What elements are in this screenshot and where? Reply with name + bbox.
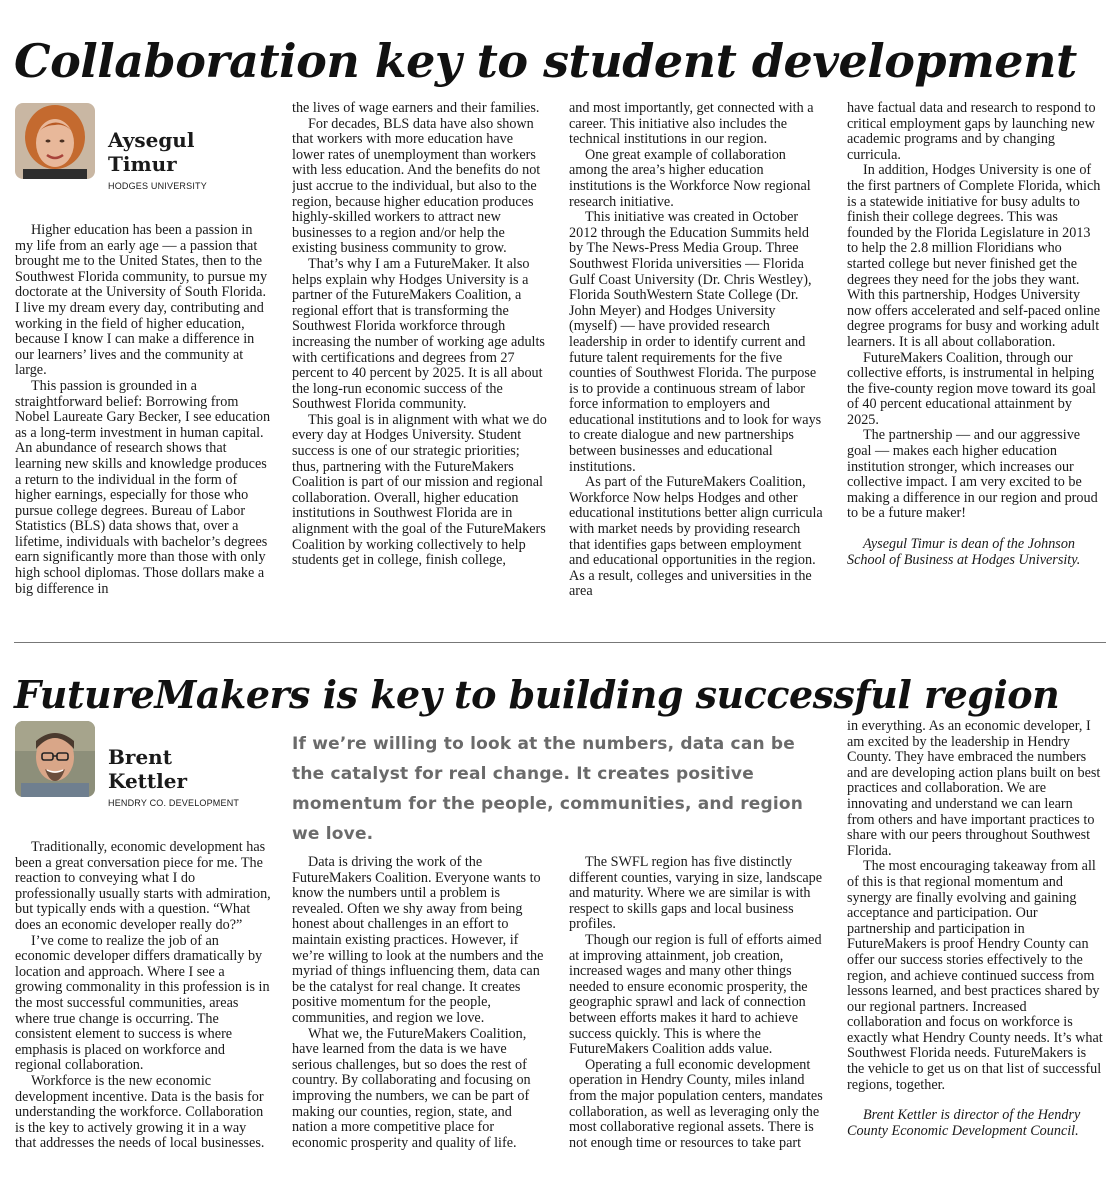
paragraph: The most encouraging takeaway from all of this is that regional momentum and synergy are finally evolving and gaining acceptance and participation. Our partnership and participation in FutureMakers is proof Hendry County can offer our success stories effectively to the region, and achieve continued success from lessons learned, and best practices shared by our regional partners. Increased collaboration and focus on workforce is exactly what Hendry County needs. It’s what Southwest Florida needs. FutureMakers is the vehicle to get us on that list of successful regions, together. (847, 858, 1103, 1093)
author-affiliation: HENDRY CO. DEVELOPMENT (108, 798, 240, 808)
paragraph: This initiative was created in October 2012 through the Education Summits held by The News-Press Media Group. Three Southwest Florida universities — Florida Gulf Coast University (Dr. Chris Westley), Florida SouthWestern State College (Dr. John Meyer) and Hodges University (myself) — have provided research leadership in order to identify current and future talent requirements for the five counties of Southwest Florida. The purpose is to provide a continuous stream of labor force information to employers and educational institutions and to look for ways to create dialogue and new partnerships between businesses and educational institutions. (569, 209, 822, 475)
article1-column-1 (15, 223, 271, 623)
paragraph: Higher education has been a passion in my life from an early age — a passion that brought me to the United States, then to the Southwest Florida community, to pursue my doctorate at the University of South Florida. I live my dream every day, contributing and working in the field of higher education, because I know I can make a difference in our learners’ lives and the community at large. (15, 223, 268, 379)
pull-quote: If we’re willing to look at the numbers, data can be the catalyst for real change. It creates positive momentum for the people, communities, and region we love. (292, 734, 804, 844)
article1-column-4 (847, 101, 1103, 631)
author-photo-timur (15, 103, 95, 179)
article1-headline: Collaboration key to student development (14, 34, 1077, 88)
article2-column-2 (292, 855, 548, 1175)
author-bio: Aysegul Timur is dean of the Johnson School of Business at Hodges University. (847, 536, 1081, 568)
author-last-name: Kettler (108, 769, 188, 793)
author-last-name: Timur (108, 152, 177, 176)
paragraph: The SWFL region has five distinctly different counties, varying in size, landscape and maturity. Where we are similar is with respect to skills gaps and local business profiles. (569, 855, 823, 933)
paragraph: Data is driving the work of the FutureMakers Coalition. Everyone wants to know the numbers until a problem is revealed. Often we shy away from being honest about challenges in an effort to maintain existing practices. However, if we’re willing to look at the numbers and the myriad of things influencing them, data can be the catalyst for real change. It creates positive momentum for the people, communities, and region we love. (292, 855, 544, 1026)
paragraph: Though our region is full of efforts aimed at improving attainment, job creation, increased wages and many other things needed to ensure economic prosperity, the geographic sprawl and lack of connection between efforts makes it hard to achieve success quickly. This is where the FutureMakers Coalition adds value. (569, 931, 822, 1058)
paragraph: This goal is in alignment with what we do every day at Hodges University. Student success is one of our strategic priorities; thus, partnering with the FutureMakers Coalition is part of our mission and regional collaboration. Overall, higher education institutions in Southwest Florida are in alignment with the goal of the FutureMakers Coalition by working collectively to help students get in college, finish college, (292, 411, 547, 569)
author-first-name: Aysegul (108, 128, 195, 152)
paragraph: in everything. As an economic developer, I am excited by the leadership in Hendry County. They have embraced the numbers and are developing action plans built on best practices and collaboration. We are innovating and understand we can learn from others and have important practices to share with our peers throughout Southwest Florida. (847, 719, 1101, 859)
paragraph: What we, the FutureMakers Coalition, have learned from the data is we have serious challenges, but so does the rest of country. By collaborating and focusing on improving the numbers, we can be part of making our counties, region, state, and nation a more competitive place for economic prosperity and quality of life. (292, 1025, 531, 1151)
paragraph: and most importantly, get connected with a career. This initiative also includes the technical institutions in our region. (569, 101, 814, 148)
paragraph: Workforce is the new economic development incentive. Data is the basis for understanding the workforce. Collaboration is the key to actively growing it in a way that addresses the needs of local businesses. (15, 1072, 265, 1152)
paragraph: That’s why I am a FutureMaker. It also helps explain why Hodges University is a partner of the FutureMakers Coalition, a regional effort that is transforming the Southwest Florida workforce through increasing the number of working age adults with certifications and degrees from 27 percent to 40 percent by 2025. It is all about the long-run economic success of the Southwest Florida community. (292, 255, 545, 413)
section-divider (14, 642, 1106, 643)
author-bio: Brent Kettler is director of the Hendry County Economic Development Council. (847, 1107, 1081, 1139)
paragraph: Operating a full economic development operation in Hendry County, miles inland from the major population centers, mandates collaboration, as well as leveraging only the most collaborative regional assets. There is not enough time or resources to take part (569, 1056, 823, 1151)
article1-column-3 (569, 101, 825, 616)
paragraph: In addition, Hodges University is one of the first partners of Complete Florida, which is a statewide initiative for busy adults to finish their college degrees. This was founded by the Florida Legislature in 2013 to help the 2.8 million Floridians who started college but never finished get the degrees they need for the jobs they want. With this partnership, Hodges University now offers accelerated and self-paced online degree programs for busy and working adult learners. It is all about collaboration. (847, 162, 1101, 350)
paragraph: For decades, BLS data have also shown that workers with more education have lower rates of unemployment than workers with less education. And the benefits do not just accrue to the individual, but also to the region, because higher education produces highly-skilled workers to attract new businesses to a region and/or help the existing business community to grow. (292, 115, 541, 257)
author-first-name: Brent (108, 745, 172, 769)
paragraph: One great example of collaboration among the area’s higher education institutions is the Workforce Now regional research initiative. (569, 146, 811, 210)
article2-column-1 (15, 840, 271, 1175)
paragraph: I’ve come to realize the job of an economic developer differs dramatically by location and approach. Where I see a growing commonality in this profession is in the most successful communities, areas where true change is occurring. The consistent element to success is where emphasis is placed on workforce and regional collaboration. (15, 932, 270, 1074)
article1-column-2 (292, 101, 548, 631)
author-affiliation: HODGES UNIVERSITY (108, 181, 207, 191)
author-photo-kettler (15, 721, 95, 797)
paragraph: This passion is grounded in a straightforward belief: Borrowing from Nobel Laureate Gary Becker, I see education as a long-term investment in human capital. An abundance of research shows that learning new skills and knowledge produces a return to the individual in the form of higher earnings, especially for those who pursue college degrees. Bureau of Labor Statistics (BLS) data shows that, over a lifetime, individuals with bachelor’s degrees earn significantly more than those with only high school diplomas. Those dollars make a big difference in (15, 377, 271, 597)
paragraph: Traditionally, economic development has been a great conversation piece for me. The reaction to conveying what I do professionally usually starts with admiration, but typically ends with a question. “What does an economic developer really do?” (15, 840, 271, 933)
article2-column-4 (847, 719, 1103, 1175)
article2-headline: FutureMakers is key to building successful region (14, 672, 1060, 717)
paragraph: As part of the FutureMakers Coalition, Workforce Now helps Hodges and other educational institutions better align curricula with market needs by providing research that identifies gaps between employment and educational opportunities in the region. As a result, colleges and universities in the area (569, 474, 823, 600)
paragraph: have factual data and research to respond to critical employment gaps by launching new academic programs and by changing curricula. (847, 101, 1096, 163)
article2-column-3 (569, 855, 825, 1175)
paragraph: FutureMakers Coalition, through our collective efforts, is instrumental in helping the five-county region move toward its goal of 40 percent educational attainment by 2025. (847, 349, 1097, 428)
paragraph: the lives of wage earners and their families. (292, 101, 540, 116)
paragraph: The partnership — and our aggressive goal — makes each higher education institution stronger, which increases our collective impact. I am very excited to be making a difference in our region and proud to be a future maker! (847, 427, 1098, 522)
